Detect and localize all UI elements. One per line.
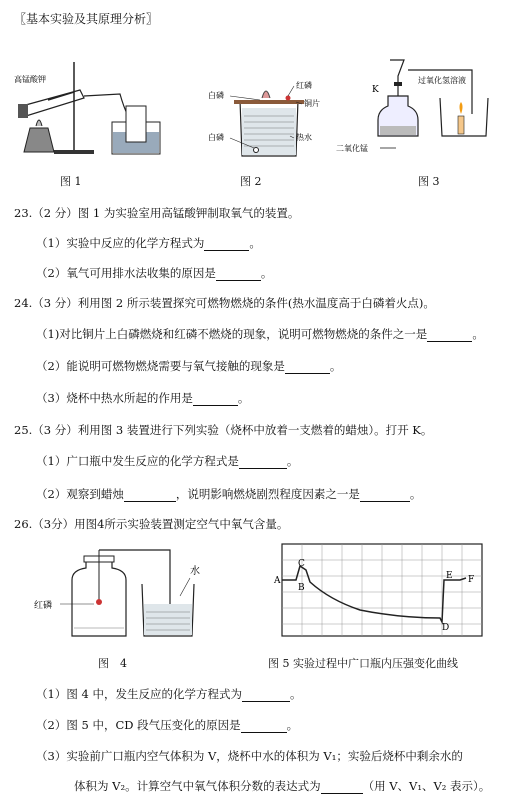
q25-stem: 25.（3 分）利用图 3 装置进行下列实验（烧杯中放着一支燃着的蜡烛）。打开 K。 — [14, 423, 433, 437]
q25-part2: （2）观察到蜡烛 ，说明影响燃烧剧烈程度因素之一是 。 — [36, 487, 422, 501]
q25-part1: （1）广口瓶中发生反应的化学方程式是 。 — [36, 454, 299, 468]
answer-blank[interactable] — [360, 489, 410, 502]
fig5-point-a: A — [274, 576, 281, 586]
fig3-caption: 图 3 — [418, 175, 440, 188]
figure-1 — [8, 40, 168, 165]
figure-3 — [332, 40, 522, 165]
fig5-point-d: D — [442, 623, 450, 633]
answer-blank[interactable] — [285, 361, 330, 374]
answer-blank[interactable] — [321, 781, 363, 794]
answer-blank[interactable] — [193, 393, 238, 406]
fig4-label-red-p: 红磷 — [34, 601, 53, 611]
fig5-caption: 图 5 实验过程中广口瓶内压强变化曲线 — [268, 657, 458, 670]
fig1-label-reagent: 高锰酸钾 — [14, 75, 46, 84]
figure-2 — [200, 60, 330, 165]
fig2-label-white-p-bottom: 白磷 — [208, 133, 224, 142]
figure-4 — [30, 540, 220, 645]
q23-stem: 23.（2 分）图 1 为实验室用高锰酸钾制取氧气的装置。 — [14, 206, 300, 220]
q26-part3-line1: （3）实验前广口瓶内空气体积为 V，烧杯中水的体积为 V₁；实验后烧杯中剩余水的 — [36, 749, 463, 763]
fig3-label-mno2: 二氧化锰 — [336, 144, 368, 153]
fig2-label-red-p: 红磷 — [296, 81, 312, 90]
q26-part2: （2）图 5 中，CD 段气压变化的原因是 。 — [36, 718, 299, 732]
fig1-caption: 图 1 — [60, 175, 82, 188]
fig2-label-hot-water: 热水 — [296, 133, 312, 142]
fig2-caption: 图 2 — [240, 175, 262, 188]
section-title: 〖基本实验及其原理分析〗 — [14, 12, 159, 26]
fig2-label-white-p-top: 白磷 — [208, 91, 224, 100]
answer-blank[interactable] — [241, 720, 287, 733]
answer-blank[interactable] — [239, 456, 287, 469]
answer-blank[interactable] — [427, 329, 472, 342]
answer-blank[interactable] — [124, 489, 176, 502]
fig2-label-copper: 铜片 — [304, 99, 320, 108]
answer-blank[interactable] — [216, 268, 261, 281]
fig5-point-c: C — [298, 559, 305, 569]
fig3-label-k: K — [372, 85, 379, 95]
q23-part1: （1）实验中反应的化学方程式为 。 — [36, 236, 261, 250]
answer-blank[interactable] — [204, 238, 249, 251]
answer-blank[interactable] — [242, 689, 290, 702]
fig5-point-f: F — [468, 575, 475, 585]
q24-part2: （2）能说明可燃物燃烧需要与氧气接触的现象是 。 — [36, 359, 342, 373]
fig5-point-b: B — [298, 583, 305, 593]
fig4-label-water: 水 — [190, 566, 200, 577]
figure-5 — [270, 540, 495, 645]
q26-stem: 26.（3分）用图4所示实验装置测定空气中氧气含量。 — [14, 517, 289, 531]
q26-part1: （1）图 4 中，发生反应的化学方程式为 。 — [36, 687, 302, 701]
q24-part3: （3）烧杯中热水所起的作用是 。 — [36, 391, 250, 405]
q24-part1: （1)对比铜片上白磷燃烧和红磷不燃烧的现象，说明可燃物燃烧的条件之一是 。 — [36, 327, 484, 341]
q23-part2: （2）氧气可用排水法收集的原因是 。 — [36, 266, 273, 280]
fig3-label-h2o2: 过氧化氢溶液 — [418, 76, 466, 85]
fig4-caption: 图 4 — [98, 657, 127, 670]
fig5-point-e: E — [446, 571, 453, 581]
q26-part3-line2: 体积为 V₂。计算空气中氧气体积分数的表达式为 （用 V、V₁、V₂ 表示）。 — [74, 779, 491, 793]
q24-stem: 24.（3 分）利用图 2 所示装置探究可燃物燃烧的条件(热水温度高于白磷着火点)。 — [14, 296, 435, 310]
